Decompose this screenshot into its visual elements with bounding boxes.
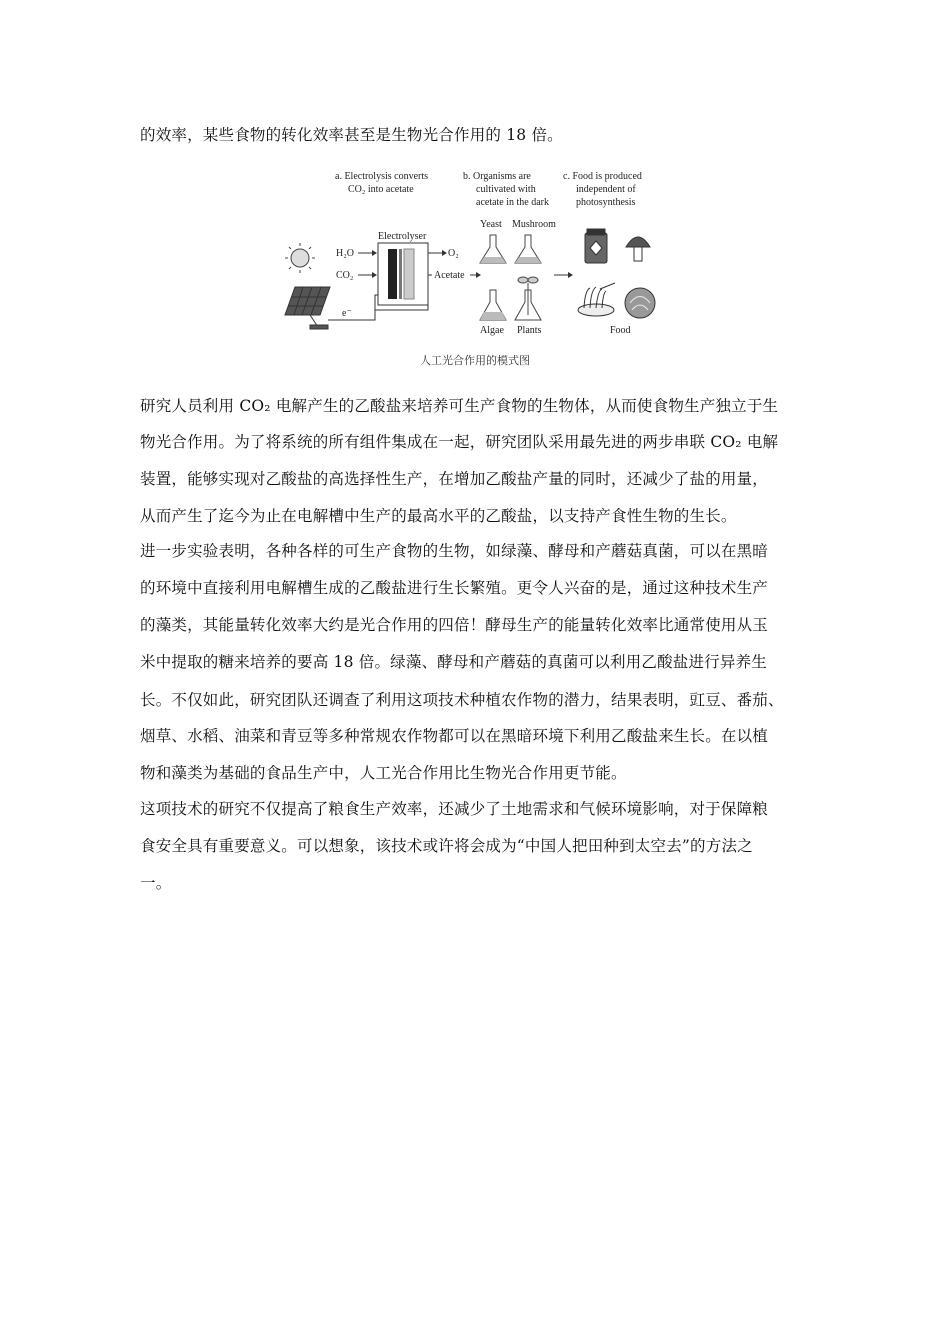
algae-label: Algae: [480, 325, 504, 336]
jar-icon: [585, 229, 607, 263]
artificial-photosynthesis-diagram: [280, 165, 680, 370]
electron-label: e⁻: [342, 308, 352, 319]
mushroom-flask-icon: [515, 235, 541, 263]
p3-line3: 一。: [140, 874, 172, 892]
p2-line1: 进一步实验表明，各种各样的可生产食物的生物，如绿藻、酵母和产蘑菇真菌，可以在黑暗: [140, 542, 769, 560]
step-c-line2: independent of: [576, 184, 636, 195]
yeast-label: Yeast: [480, 219, 502, 230]
algae-flask-icon: [480, 290, 506, 320]
p1-line1: 研究人员利用 CO₂ 电解产生的乙酸盐来培养可生产食物的生物体，从而使食物生产独立于生: [140, 397, 779, 415]
step-c-line3: photosynthesis: [576, 197, 636, 208]
mushroom-icon: [626, 237, 650, 261]
co2-label: CO₂: [336, 270, 354, 281]
step-b-line2: cultivated with: [476, 184, 536, 195]
p3-line1: 这项技术的研究不仅提高了粮食生产效率，还减少了土地需求和气候环境影响，对于保障粮: [140, 800, 769, 818]
p1-line3: 装置，能够实现对乙酸盐的高选择性生产，在增加乙酸盐产量的同时，还减少了盐的用量，: [140, 470, 769, 488]
electrolyser-label: Electrolyser: [378, 231, 427, 242]
p2-line4: 米中提取的糖来培养的要高 18 倍。绿藻、酵母和产蘑菇的真菌可以利用乙酸盐进行异养生: [140, 653, 767, 671]
noodles-icon: [578, 283, 615, 316]
step-c-line1: c. Food is produced: [563, 171, 642, 182]
electrolyser-icon: [378, 243, 428, 305]
p1-line4: 从而产生了迄今为止在电解槽中生产的最高水平的乙酸盐，以支持产食性生物的生长。: [140, 507, 737, 525]
step-b-line1: b. Organisms are: [463, 171, 531, 182]
p3-line2: 食安全具有重要意义。可以想象，该技术或许将会成为“中国人把田种到太空去”的方法之: [140, 837, 753, 855]
h2o-label: H₂O: [336, 248, 354, 259]
intro-line: 的效率，某些食物的转化效率甚至是生物光合作用的 18 倍。: [140, 126, 563, 144]
p2-line5: 长。不仅如此，研究团队还调查了利用这项技术种植农作物的潜力，结果表明，豇豆、番茄、: [140, 691, 784, 709]
step-b-line3: acetate in the dark: [476, 197, 550, 208]
step-a-line2: CO₂ into acetate: [348, 184, 414, 195]
mushroom-label: Mushroom: [512, 219, 556, 230]
food-label: Food: [610, 325, 631, 336]
cabbage-icon: [625, 288, 655, 318]
p2-line7: 物和藻类为基础的食品生产中，人工光合作用比生物光合作用更节能。: [140, 764, 627, 782]
plants-flask-icon: [515, 277, 541, 320]
sun-icon: [285, 243, 315, 273]
step-a-line1: a. Electrolysis converts: [335, 171, 429, 182]
p1-line2: 物光合作用。为了将系统的所有组件集成在一起，研究团队采用最先进的两步串联 CO₂ 电解: [140, 433, 779, 451]
acetate-label: Acetate: [434, 270, 465, 281]
p2-line3: 的藻类，其能量转化效率大约是光合作用的四倍！酵母生产的能量转化效率比通常使用从玉: [140, 616, 769, 634]
yeast-flask-icon: [480, 235, 506, 263]
o2-label: O₂: [448, 248, 459, 259]
p2-line6: 烟草、水稻、油菜和青豆等多种常规农作物都可以在黑暗环境下利用乙酸盐来生长。在以植: [140, 727, 769, 745]
plants-label: Plants: [517, 325, 542, 336]
figure-caption: 人工光合作用的模式图: [420, 354, 530, 367]
p2-line2: 的环境中直接利用电解槽生成的乙酸盐进行生长繁殖。更令人兴奋的是，通过这种技术生产: [140, 579, 769, 597]
solar-panel-icon: [285, 287, 330, 329]
